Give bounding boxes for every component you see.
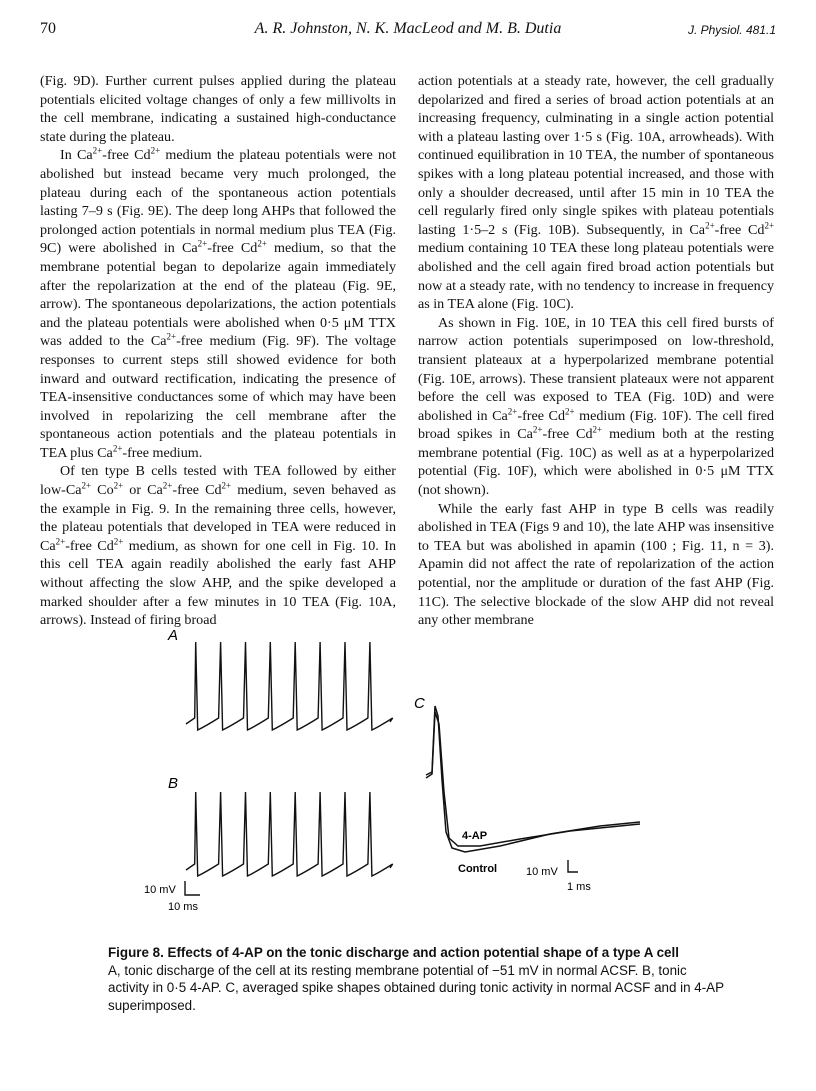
caption-body: A, tonic discharge of the cell at its resting membrane potential of −51 mV in normal ACSF. B, tonic activity in 0·5 4-AP. C, averaged spike shapes obtained during tonic activity in normal ACSF and in 4-AP superimposed. — [108, 962, 724, 1013]
trace-label-control: Control — [458, 863, 498, 875]
paragraph: (Fig. 9D). Further current pulses applied during the plateau potentials elicited voltage changes of only a few millivolts in the cell membrane, indicating a sustained high-conductance state during the plateau. — [40, 73, 396, 145]
trace-a — [186, 642, 393, 730]
trace-b — [186, 792, 393, 876]
figure-graphic — [120, 620, 740, 930]
running-authors: A. R. Johnston, N. K. MacLeod and M. B. Dutia — [254, 20, 562, 37]
scale-bar-c — [568, 860, 578, 872]
trace-c-control — [426, 706, 640, 852]
panel-label-b: B — [168, 775, 179, 792]
paragraph: In $Ca^{2+}$-free $Cd^{2+}$ medium the plateau potentials were not abolished but instead became very much prolonged, the plateau during each of the spontaneous action potentials lasting 7–9 s (Fig. 9E). The deep long AHPs that followed the prolonged action potentials in normal medium plus TEA (Fig. 9C) were abolished in $Ca^{2+}$-free $Cd^{2+}$ medium, so that the membrane potential began to depolarize again immediately after the repolarization at the end of the plateau (Fig. 9E, arrow). The spontaneous depolarizations, the action potentials and the plateau potentials were abolished when 0·5 μM TTX was added to the $Ca^{2+}$-free medium (Fig. 9F). The voltage responses to current steps still showed evidence for both inward and outward rectification, indicating the presence of TEA-insensitive conductances some of which may have been involved in repolarizing the cell membrane after the spontaneous action potentials and the plateau potentials in TEA plus $Ca^{2+}$-free medium. — [40, 145, 397, 461]
scale-ab-time: 10 ms — [168, 901, 198, 913]
trace-label-4ap: 4-AP — [462, 830, 488, 842]
right-column — [418, 72, 774, 630]
paragraph: action potentials at a steady rate, however, the cell gradually depolarized and fired a series of broad action potentials at an increasing frequency, culminating in a single action potential with a plateau lasting over 1·5 s (Fig. 10A, arrowheads). With continued equilibration in 10 TEA, the number of spontaneous spikes with a long plateau potential increased, and those with only a shoulder decreased, until after 15 min in 10 TEA the cell regularly fired only single spikes with plateau potentials lasting 1·5–2 s (Fig. 10B). Subsequently, in $Ca^{2+}$-free $Cd^{2+}$ medium containing 10 TEA these long plateau potentials were abolished and the cell again fired broad action potentials but now at a steady rate, with no tendency to increase in frequency as in TEA alone (Fig. 10C). — [418, 73, 775, 313]
scale-bar-ab — [185, 881, 200, 895]
journal-reference: J. Physiol. 481.1 — [687, 23, 776, 37]
scale-c-voltage: 10 mV — [526, 866, 558, 878]
scale-c-time: 1 ms — [567, 881, 591, 893]
scale-ab-voltage: 10 mV — [144, 884, 176, 896]
panel-label-a: A — [168, 627, 179, 644]
page-header — [40, 20, 776, 44]
paragraph: Of ten type B cells tested with TEA followed by either low-$Ca^{2+}$ $Co^{2+}$ or $Ca^{2+}$-free $Cd^{2+}$ medium, seven behaved as the example in Fig. 9. In the remaining three cells, however, the plateau potentials that developed in TEA were reduced in $Ca^{2+}$-free $Cd^{2+}$ medium, as shown for one cell in Fig. 10. In this cell TEA again readily abolished the early fast AHP without affecting the slow AHP, and the spike developed a marked shoulder after a few minutes in 10 TEA (Fig. 10A, arrows). Instead of firing broad — [40, 463, 397, 629]
left-column — [40, 72, 396, 630]
paragraph: As shown in Fig. 10E, in 10 TEA this cell fired bursts of narrow action potentials superimposed on low-threshold, transient plateaux at a hyperpolarized membrane potential (Fig. 10E, arrows). These transient plateaux were not apparent before the cell was exposed to TEA (Fig. 10D) and were abolished in $Ca^{2+}$-free $Cd^{2+}$ medium (Fig. 10F). The cell fired broad spikes in $Ca^{2+}$-free $Cd^{2+}$ medium both at the resting membrane potential (Fig. 10C) as well as at a hyperpolarized potential (Fig. 10F), which were abolished in 0·5 μM TTX (not shown). — [418, 314, 775, 499]
caption-title: Figure 8. Effects of 4-AP on the tonic discharge and action potential shape of a type A cell — [108, 945, 679, 960]
figure-caption — [108, 944, 728, 1014]
paragraph: While the early fast AHP in type B cells was readily abolished in TEA (Figs 9 and 10), the late AHP was insensitive to TEA but was abolished in apamin (100 ; Fig. 11, n = 3). Apamin did not affect the rate of repolarization of the action potential, nor the amplitude or duration of the fast AHP (Fig. 11C). The selective blockade of the slow AHP did not reveal any other membrane — [418, 500, 774, 629]
figure-8 — [120, 620, 740, 930]
panel-label-c: C — [414, 695, 425, 712]
page-number: 70 — [40, 20, 56, 37]
